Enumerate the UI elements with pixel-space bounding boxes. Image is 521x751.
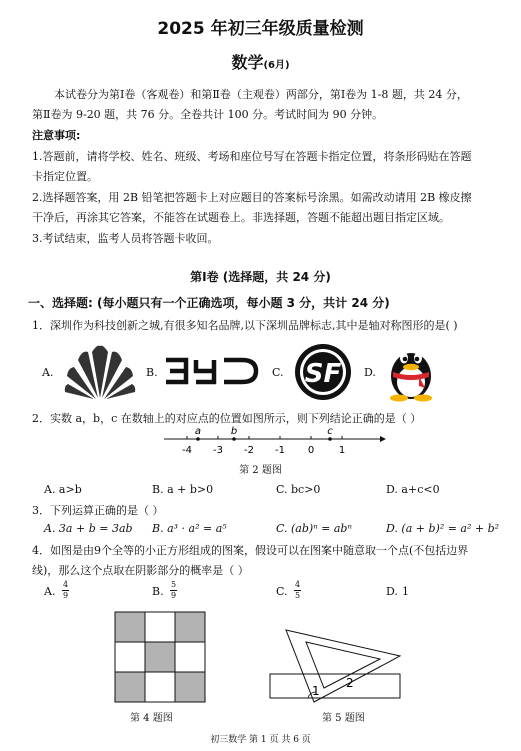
angle-2: 2 (346, 676, 354, 690)
q1-label-c: C. (272, 366, 284, 379)
fraction-a-num: 4 (63, 580, 69, 589)
q4-option-d-value: 1 (402, 585, 409, 598)
qq-penguin-icon (385, 340, 437, 402)
q1-label-a: A. (42, 366, 54, 379)
q3-stem: 3．下列运算正确的是（ ） (32, 504, 164, 517)
point-a: a (194, 426, 202, 437)
byd-logo (164, 356, 260, 386)
q4-fraction-c (294, 580, 301, 601)
subject-name: 数学 (231, 53, 264, 72)
note-1b: 卡指定位置。 (32, 170, 98, 183)
q4-label-b: B. (152, 585, 164, 598)
huawei-logo-icon (64, 342, 136, 400)
page-footer: 初三数学 第 1 页 共 6 页 (210, 735, 311, 745)
angle-1: 1 (312, 684, 320, 698)
q1-label-d: D. (364, 366, 376, 379)
exam-subject (0, 50, 521, 73)
fraction-a-den: 9 (63, 591, 69, 600)
q2-option-b: B. a + b>0 (152, 483, 214, 496)
q4-label-a: A. (44, 585, 56, 598)
note-2b: 干净后，再涂其它答案，不能答在试题卷上。非选择题，答题不能超出题目指定区域。 (32, 211, 450, 224)
fraction-c-num: 4 (295, 580, 301, 589)
q2-option-a: A. a>b (44, 483, 82, 496)
exam-title: 2025 年初三年级质量检测 (157, 19, 364, 39)
tick-0: 0 (307, 445, 315, 456)
number-line-svg (160, 424, 386, 458)
tick-neg3: -3 (213, 445, 223, 456)
q4-grid-figure (114, 611, 206, 703)
q4-stem-b: 线)，那么这个点取在阴影部分的概率是（ ） (32, 564, 249, 577)
intro-line-2: 第Ⅱ卷为 9-20 题，共 76 分。全卷共计 100 分。考试时间为 90 分钟。 (32, 108, 384, 121)
q4-label-d: D. (386, 585, 398, 598)
q5-figure-svg (268, 622, 404, 704)
q4-grid-svg (114, 611, 206, 703)
q3-option-c: C. (ab)ⁿ = abⁿ (276, 522, 352, 535)
note-2a: 2.选择题答案，用 2B 铅笔把答题卡上对应题目的答案标号涂黑。如需改动请用 2B 橡皮擦 (32, 191, 472, 204)
intro-line-1: 本试卷分为第Ⅰ卷（客观卷）和第Ⅱ卷（主观卷）两部分，第Ⅰ卷为 1-8 题，共 24 分， (54, 88, 468, 101)
sf-logo (294, 343, 352, 401)
q1-label-b: B. (146, 366, 158, 379)
q4-fraction-a (62, 580, 69, 601)
byd-logo-icon (164, 356, 260, 386)
tick-neg2: -2 (244, 445, 254, 456)
q4-label-c: C. (276, 585, 288, 598)
qq-penguin-logo (385, 340, 437, 402)
q2-option-c: C. bc>0 (276, 483, 321, 496)
fraction-c-den: 5 (295, 591, 301, 600)
tick-neg4: -4 (182, 445, 192, 456)
q1-stem: 1．深圳作为科技创新之城,有很多知名品牌,以下深圳品牌标志,其中是轴对称图形的是( ) (32, 319, 458, 332)
fraction-b-den: 9 (171, 591, 177, 600)
note-1a: 1.答题前，请将学校、姓名、班级、考场和座位号写在答题卡指定位置，将条形码贴在答题 (32, 150, 472, 163)
q4-stem-a: 4．如图是由9个全等的小正方形组成的图案，假设可以在图案中随意取一个点(不包括边界 (32, 544, 469, 557)
q3-option-b: B. a³ · a² = a⁵ (152, 522, 227, 535)
number-line (160, 424, 386, 458)
sf-logo-text: SF (304, 359, 342, 389)
q4-caption: 第 4 题图 (130, 713, 173, 724)
q2-caption: 第 2 题图 (239, 465, 282, 476)
sf-logo-icon (294, 343, 352, 401)
tick-1: 1 (338, 445, 346, 456)
section-title: 第Ⅰ卷 (选择题，共 24 分) (190, 270, 331, 284)
q3-option-d: D. (a + b)² = a² + b² (386, 522, 500, 535)
q2-stem: 2．实数 a，b，c 在数轴上的对应点的位置如图所示，则下列结论正确的是（ ） (32, 412, 422, 425)
q4-fraction-b (170, 580, 177, 601)
q5-figure (268, 622, 404, 704)
huawei-logo (64, 342, 136, 400)
fraction-b-num: 5 (171, 580, 177, 589)
part-1-heading: 一、选择题: (每小题只有一个正确选项，每小题 3 分，共计 24 分) (28, 296, 390, 310)
notes-heading: 注意事项: (32, 129, 81, 142)
q3-option-a: A. 3a + b = 3ab (44, 522, 133, 535)
tick-neg1: -1 (275, 445, 285, 456)
q5-caption: 第 5 题图 (322, 713, 365, 724)
point-c: c (327, 426, 333, 437)
exam-month: (6月) (263, 60, 290, 71)
point-b: b (230, 426, 238, 437)
q2-option-d: D. a+c<0 (386, 483, 440, 496)
note-3: 3.考试结束，监考人员将答题卡收回。 (32, 232, 219, 245)
